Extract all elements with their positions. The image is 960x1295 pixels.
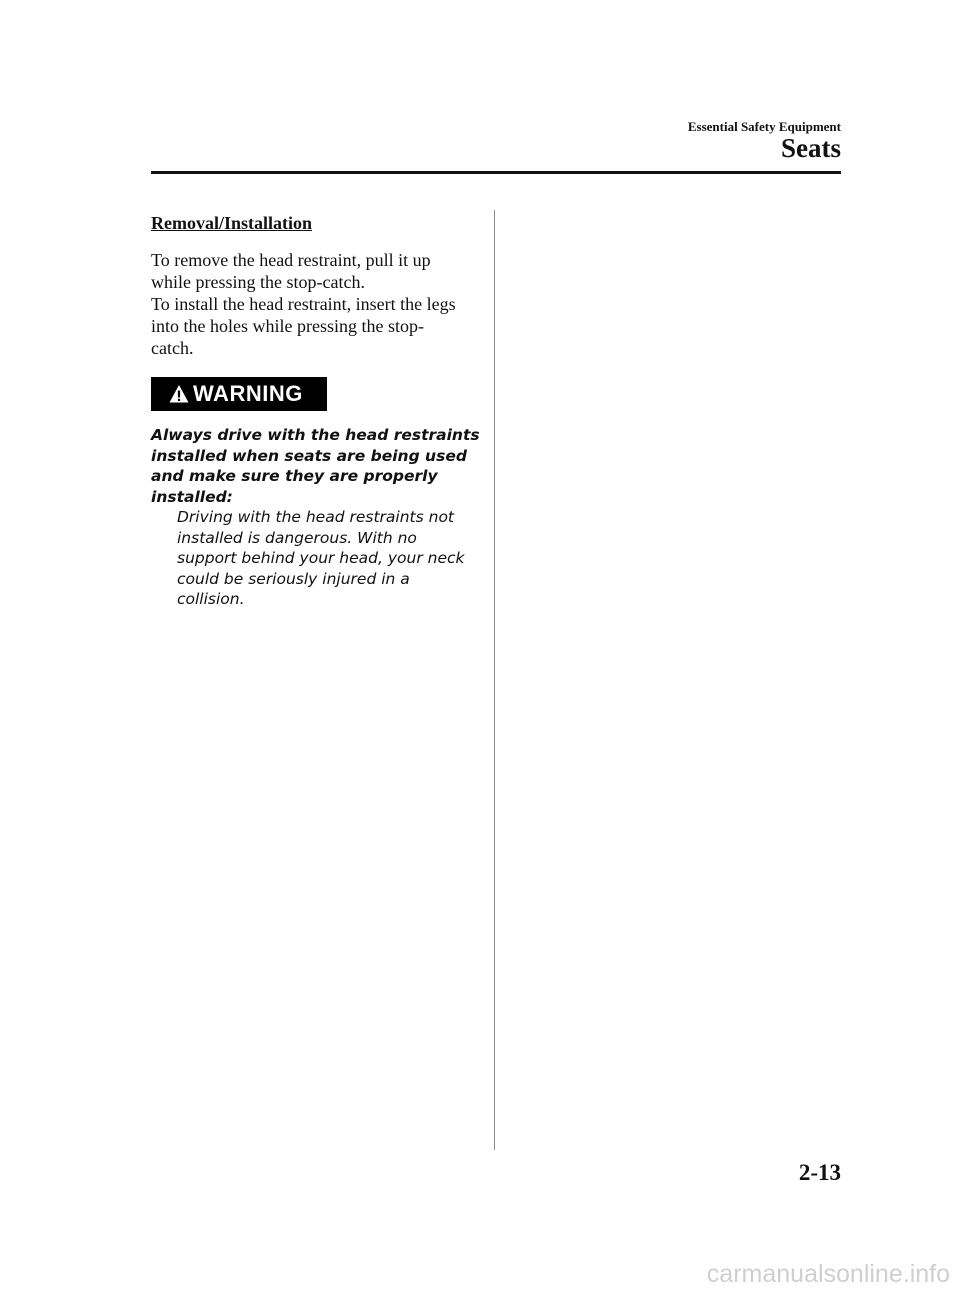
body-paragraph xyxy=(151,249,481,359)
warning-lead-line: Always drive with the head restraints xyxy=(151,426,480,444)
warning-banner xyxy=(151,377,327,411)
warning-triangle-icon xyxy=(169,384,189,404)
section-name: Essential Safety Equipment xyxy=(687,119,841,134)
warning-detail-text xyxy=(177,507,481,610)
paragraph-line: To install the head restraint, insert the legs xyxy=(151,294,456,314)
warning-lead-line: installed: xyxy=(151,487,233,506)
subheading: Removal/Installation xyxy=(151,213,313,233)
warning-detail-line: could be seriously injured in a xyxy=(177,569,410,588)
paragraph-line: To remove the head restraint, pull it up xyxy=(151,250,431,270)
watermark: carmanualsonline.info xyxy=(706,1260,950,1288)
warning-lead-text xyxy=(151,425,481,507)
left-column xyxy=(151,210,481,610)
warning-label: WARNING xyxy=(193,381,303,406)
warning-detail-line: support behind your head, your neck xyxy=(177,549,465,567)
paragraph-line: catch. xyxy=(151,338,194,358)
column-divider xyxy=(494,210,495,1150)
warning-detail-line: Driving with the head restraints not xyxy=(177,508,455,526)
page-title: Seats xyxy=(781,133,841,163)
warning-detail-line: collision. xyxy=(177,590,245,608)
page-number: 2-13 xyxy=(798,1160,841,1185)
warning-lead-line: and make sure they are properly xyxy=(151,467,438,485)
warning-lead-line: installed when seats are being used xyxy=(151,446,467,465)
paragraph-line: into the holes while pressing the stop- xyxy=(151,316,424,336)
header-divider xyxy=(151,171,841,174)
warning-detail-line: installed is dangerous. With no xyxy=(177,528,417,547)
paragraph-line: while pressing the stop-catch. xyxy=(151,272,365,292)
